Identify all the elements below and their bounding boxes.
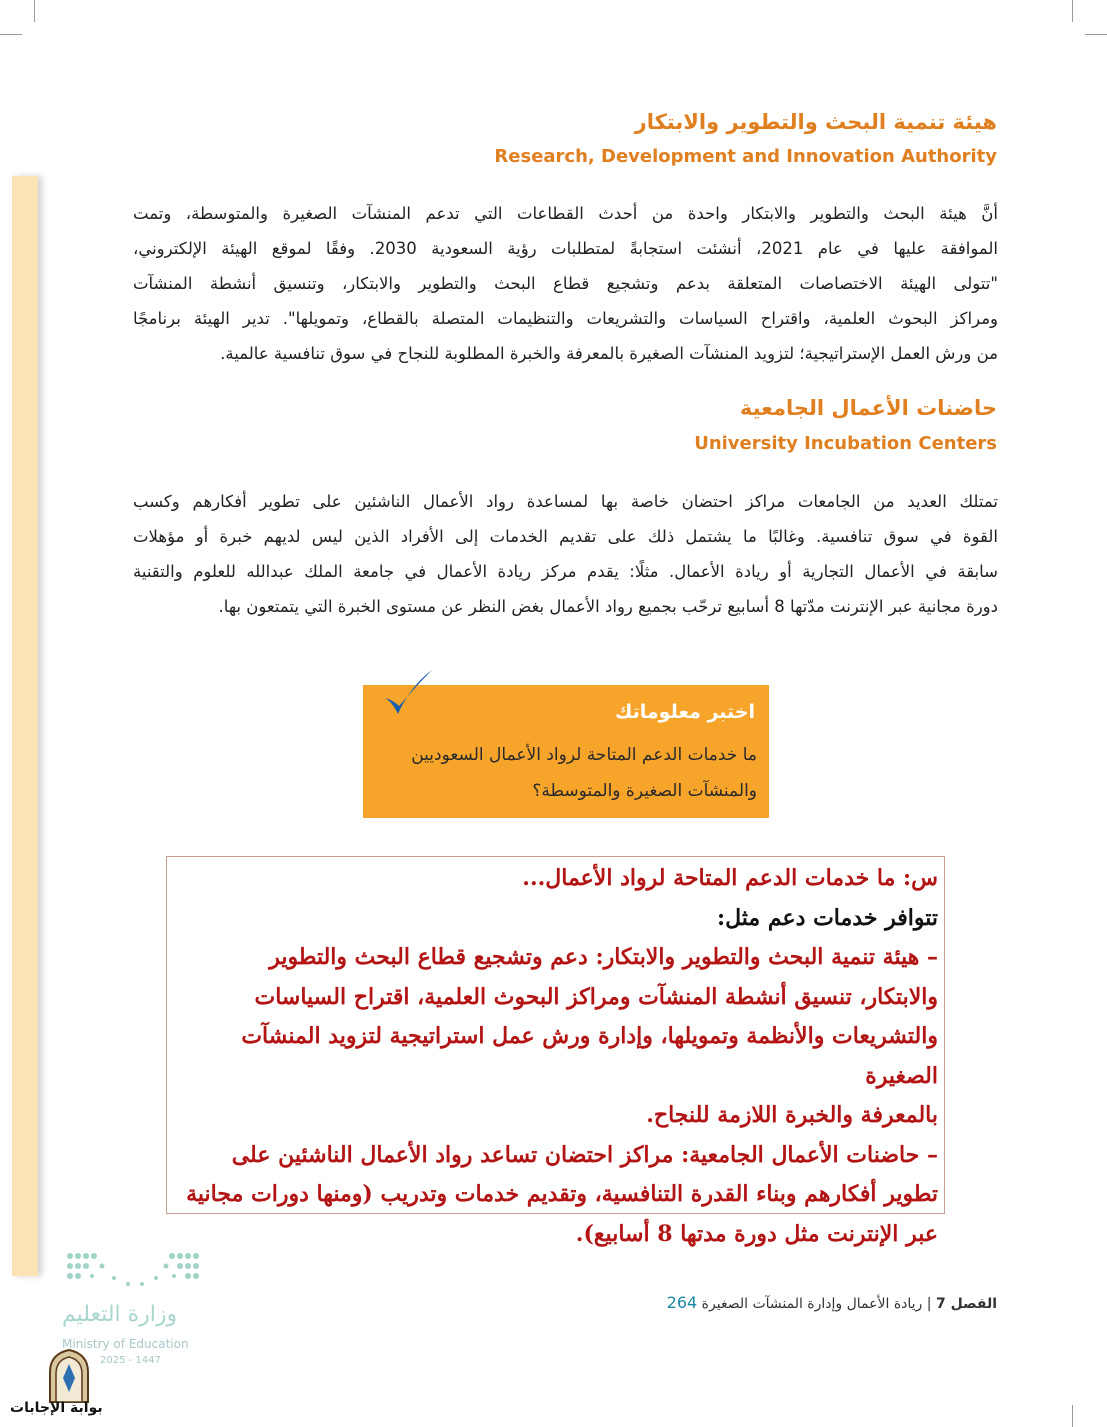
section-title-ar: هيئة تنمية البحث والتطوير والابتكار [634, 110, 997, 134]
paragraph-line: سابقة في الأعمال التجارية أو ريادة الأعمال. مثلًا: يقدم مركز ريادة الأعمال في جامعة الملك عبدالله للعلوم والتقنية [133, 562, 998, 581]
crop-mark [34, 0, 35, 22]
quiz-question-line: ما خدمات الدعم المتاحة لرواد الأعمال السعوديين [411, 745, 757, 765]
chapter-label: الفصل 7 [935, 1296, 997, 1312]
crop-mark [1072, 1405, 1073, 1427]
crop-mark [0, 34, 22, 35]
answer-line: والابتكار، تنسيق أنشطة المنشآت ومراكز البحوث العلمية، اقتراح السياسات [254, 983, 938, 1010]
portal-logo-icon [46, 1348, 92, 1404]
answer-line: عبر الإنترنت مثل دورة مدتها 8 أسابيع). [575, 1220, 938, 1247]
paragraph-line: "تتولى الهيئة الاختصاصات المتعلقة بدعم وتشجيع قطاع البحث والتطوير والابتكار، وتنسيق أنشطة المنشآت [133, 274, 998, 293]
crop-mark [1085, 34, 1107, 35]
section-paragraph [133, 484, 998, 624]
answer-text [168, 859, 938, 1254]
answer-line: – هيئة تنمية البحث والتطوير والابتكار: دعم وتشجيع قطاع البحث والتطوير [269, 944, 938, 970]
paragraph-line: ومراكز البحوث العلمية، واقتراح السياسات والتشريعات والتنظيمات المتصلة بالقطاع، وتمويلها". تدير الهيئة برنامجًا [133, 309, 998, 328]
quiz-question-line: والمنشآت الصغيرة والمتوسطة؟ [532, 781, 757, 801]
answer-line: تتوافر خدمات دعم مثل: [717, 904, 938, 931]
paragraph-line: دورة مجانية عبر الإنترنت مدّتها 8 أسابيع ترحّب بجميع رواد الأعمال بغض النظر عن مستوى الخبرة التي يتمتعون بها. [218, 597, 998, 616]
answer-box [166, 856, 945, 1247]
answer-line: – حاضنات الأعمال الجامعية: مراكز احتضان تساعد رواد الأعمال الناشئين على [231, 1141, 938, 1168]
side-margin-band [12, 176, 38, 1276]
paragraph-line: تمتلك العديد من الجامعات مراكز احتضان خاصة بها لمساعدة رواد الأعمال الناشئين على تطوير أفكارهم وكسب [133, 492, 998, 511]
answer-line: س: ما خدمات الدعم المتاحة لرواد الأعمال... [522, 865, 938, 891]
ministry-name-ar: وزارة التعليم [62, 1302, 178, 1327]
checkmark-icon [380, 666, 436, 722]
paragraph-line: أنَّ هيئة البحث والتطوير والابتكار واحدة من أحدث القطاعات التي تدعم المنشآت الصغيرة والمتوسطة، وتمت [133, 204, 998, 223]
answer-line: تطوير أفكارهم وبناء القدرة التنافسية، وتقديم خدمات وتدريب (ومنها دورات مجانية [186, 1181, 938, 1207]
section-title-en: University Incubation Centers [694, 433, 997, 454]
quiz-title: اختبر معلوماتك [614, 701, 755, 723]
section-title-en: Research, Development and Innovation Authority [494, 146, 997, 167]
footer-separator: | [926, 1296, 932, 1312]
ministry-name-en: Ministry of Education [62, 1337, 189, 1351]
crop-mark [1072, 0, 1073, 22]
answer-line: والتشريعات والأنظمة وتمويلها، وإدارة ورش عمل استراتيجية لتزويد المنشآت الصغيرة [241, 1023, 938, 1089]
paragraph-line: من ورش العمل الإستراتيجية؛ لتزويد المنشآت الصغيرة بالمعرفة والخبرة المطلوبة للنجاح في سوق تنافسية عالمية. [220, 344, 998, 363]
ministry-logo-icon [62, 1250, 202, 1292]
answer-line: بالمعرفة والخبرة اللازمة للنجاح. [646, 1102, 938, 1128]
watermark-text: بوابة الإجابات [10, 1400, 103, 1416]
page-footer [661, 1293, 997, 1312]
paragraph-line: الموافقة عليها في عام 2021، أنشئت استجابةً لمتطلبات رؤية السعودية 2030. وفقًا لموقع الهيئة الإلكتروني، [133, 239, 999, 258]
section-title-ar: حاضنات الأعمال الجامعية [739, 396, 997, 420]
paragraph-line: القوة في سوق تنافسية. وغالبًا ما يشتمل ذلك على تقديم الخدمات إلى الأفراد الذين ليس لديهم خبرة أو مؤهلات [133, 527, 998, 546]
section-paragraph [133, 196, 998, 371]
ministry-year: 2025 - 1447 [100, 1355, 161, 1366]
quiz-question [377, 737, 757, 809]
chapter-title: ريادة الأعمال وإدارة المنشآت الصغيرة [701, 1296, 923, 1312]
page-number: 264 [666, 1293, 698, 1312]
